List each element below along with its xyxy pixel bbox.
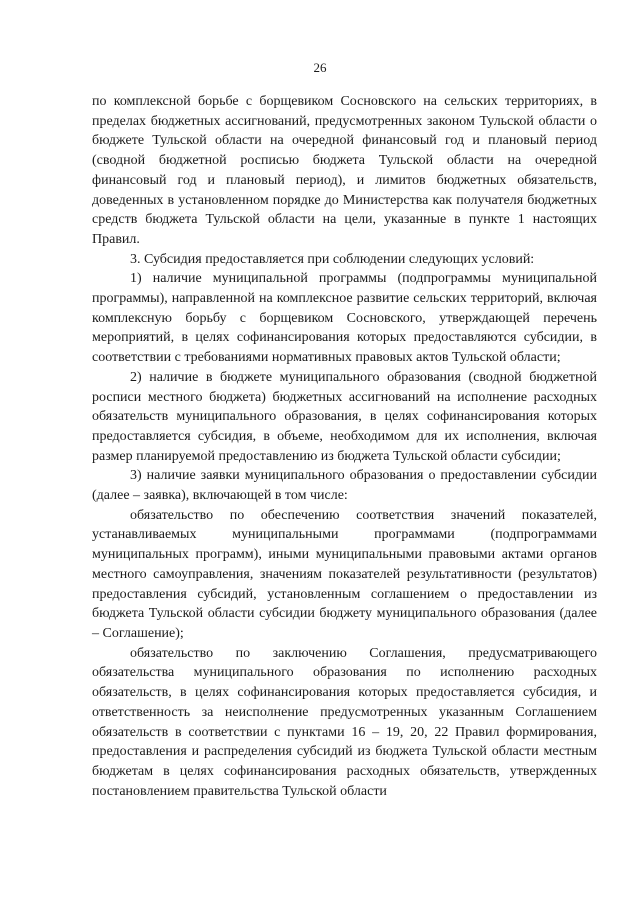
paragraph: 2) наличие в бюджете муниципального образования (сводной бюджетной росписи местного бюджета) бюджетных ассигнований на исполнение расходных обязательств муниципального образования, в целях софинансирования которых предоставляется субсидия, в объеме, необходимом для их исполнения, включая размер планируемой предоставлению из бюджета Тульской области субсидии; (92, 369, 597, 464)
document-body (92, 92, 597, 801)
paragraph: 3) наличие заявки муниципального образования о предоставлении субсидии (далее – заявка), включающей в том числе: (92, 468, 597, 504)
paragraph: по комплексной борьбе с борщевиком Сосновского на сельских территориях, в пределах бюджетных ассигнований, предусмотренных законом Тульской области о бюджете Тульской области на очередной финансовый год и плановый период (сводной бюджетной росписью бюджета Тульской области на очередной финансовый год и плановый период), и лимитов бюджетных обязательств, доведенных в установленном порядке до Министерства как получателя бюджетных средств бюджета Тульской области на цели, указанные в пункте 1 настоящих Правил. (92, 94, 597, 247)
paragraph: 1) наличие муниципальной программы (подпрограммы муниципальной программы), направленной на комплексное развитие сельских территорий, включая комплексную борьбу с борщевиком Сосновского, утверждающей перечень мероприятий, в целях софинансирования которых предоставляются субсидии, в соответствии с требованиями нормативных правовых актов Тульской области; (92, 271, 597, 366)
page-number: 26 (313, 60, 327, 75)
paragraph: обязательство по заключению Соглашения, предусматривающего обязательства муниципального образования по исполнению расходных обязательств, в целях софинансирования которых предоставляется субсидия, и ответственность за неисполнение предусмотренных указанным Соглашением обязательств в соответствии с пунктами 16 – 19, 20, 22 Правил формирования, предоставления и распределения субсидий из бюджета Тульской области местным бюджетам в целях софинансирования расходных обязательств, утвержденных постановлением правительства Тульской области (92, 645, 597, 799)
paragraph: 3. Субсидия предоставляется при соблюдении следующих условий: (130, 251, 535, 267)
paragraph: обязательство по обеспечению соответствия значений показателей, устанавливаемых муниципальными программами (подпрограммами муниципальных программ), иными муниципальными правовыми актами органов местного самоуправления, значениям показателей результативности (результатов) предоставления субсидий, установленным соглашением о предоставлении из бюджета Тульской области субсидии бюджету муниципального образования (далее – Соглашение); (92, 507, 597, 641)
